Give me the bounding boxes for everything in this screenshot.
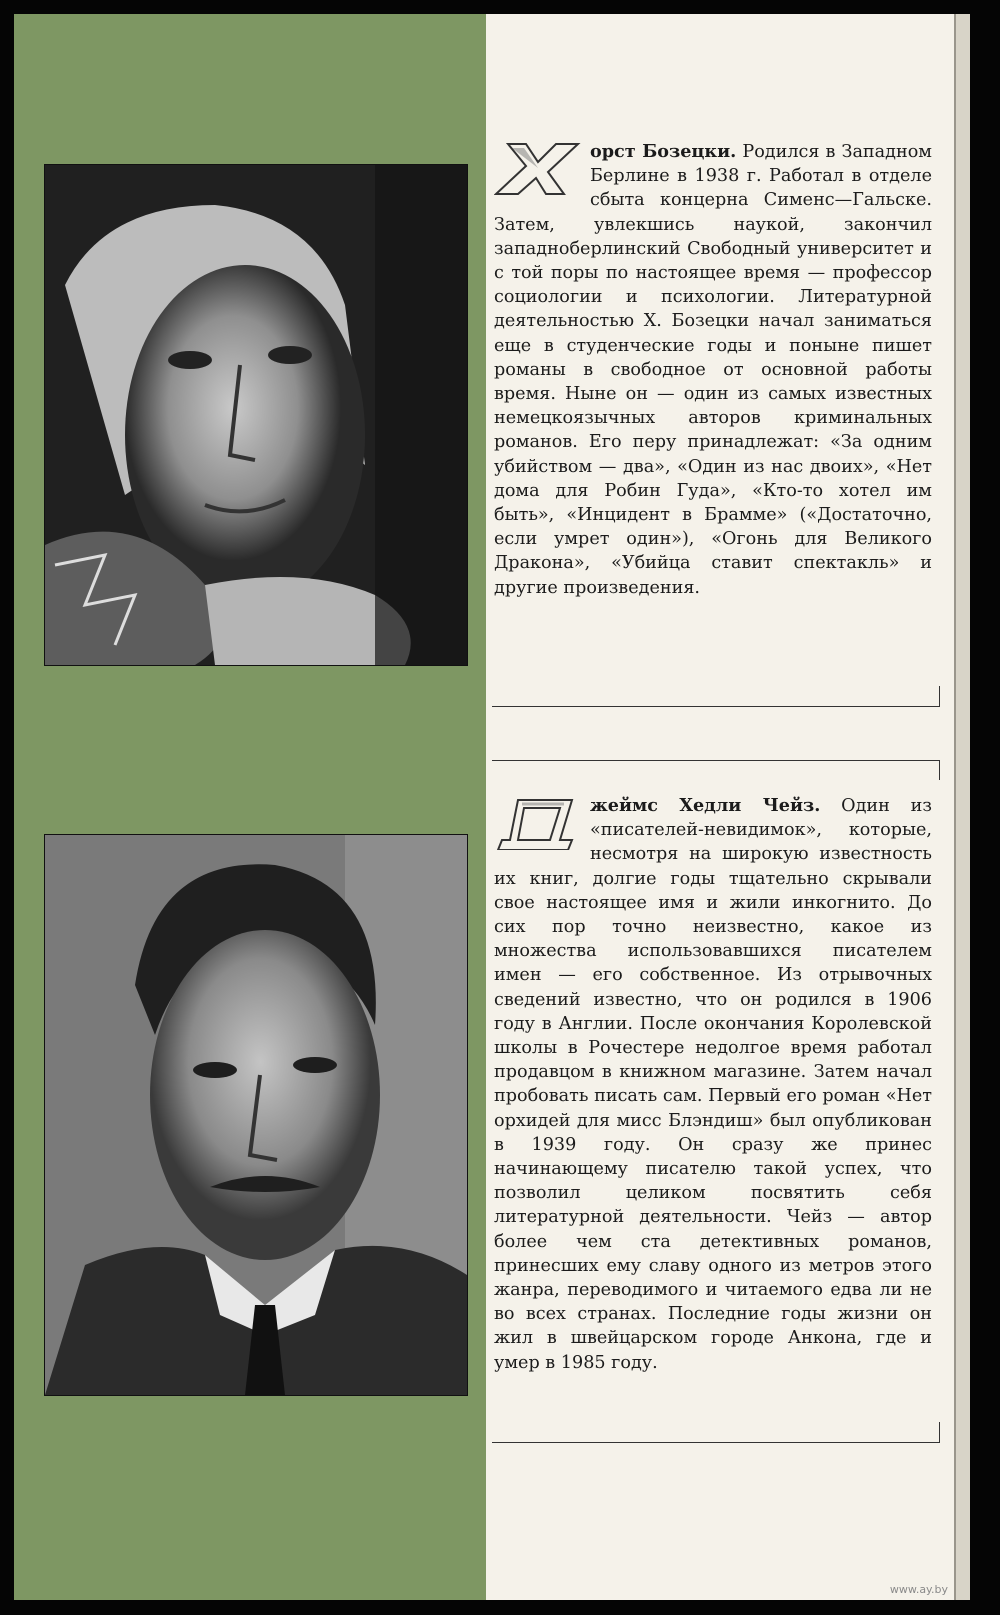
watermark: www.ay.by [889,1583,948,1596]
divider-vertical [939,1422,940,1442]
divider [492,760,940,761]
divider-vertical [939,686,940,706]
book-page [14,14,970,1600]
dropcap-kh-icon [494,142,582,196]
author-name: орст Бозецки. [590,141,737,162]
bio-chase [494,794,932,1375]
page-edge [954,14,970,1600]
divider [492,706,940,707]
bio-text: Родился в Западном Берлине в 1938 г. Работал в отделе сбыта концерна Сименс—Гальске. Затем, увлекшись наукой, закончил западноберлинский Свободный университет и с той поры по настоящее время — профессор социологии и психологии. Литературной деятельностью Х. Бозецки начал заниматься еще в студенческие годы и поныне пишет романы в свободное от основной работы время. Ныне он — один из самых известных немецкоязычных авторов криминальных романов. Его перу принадлежат: «За одним убийством — два», «Один из нас двоих», «Нет дома для Робин Гуда», «Кто-то хотел им быть», «Инцидент в Брамме» («Достаточно, если умрет один»), «Огонь для Великого Дракона», «Убийца ставит спектакль» и другие произведения. [494,142,932,598]
author-photo-chase [44,834,468,1396]
author-name: жеймс Хедли Чейз. [590,795,821,816]
bio-bosetzky [494,140,932,600]
divider-vertical [939,760,940,780]
dropcap-de-icon [494,796,582,850]
author-photo-bosetzky [44,164,468,666]
bio-text: Один из «писателей-невидимок», которые, несмотря на широкую известность их книг, долгие годы тщательно скрывали свое настоящее имя и жили инкогнито. До сих пор точно неизвестно, какое из множества использовавшихся писателем имен — его собственное. Из отрывочных сведений известно, что он родился в 1906 году в Англии. После окончания Королевской школы в Рочестере недолгое время работал продавцом в книжном магазине. Затем начал пробовать писать сам. Первый его роман «Нет орхидей для мисс Блэндиш» был опубликован в 1939 году. Он сразу же принес начинающему писателю такой успех, что позволил целиком посвятить себя литературной деятельности. Чейз — автор более чем ста детективных романов, принесших ему славу одного из метров этого жанра, переводимого и читаемого едва ли не во всех странах. Последние годы жизни он жил в швейцарском городе Анкона, где и умер в 1985 году. [494,796,932,1373]
divider [492,1442,940,1443]
